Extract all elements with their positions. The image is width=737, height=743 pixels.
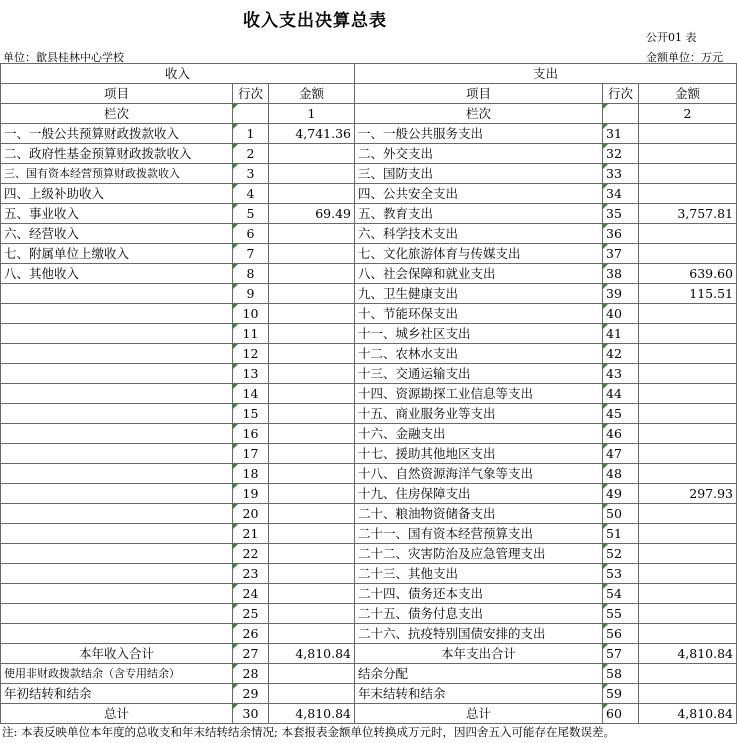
income-amount-cell: [269, 324, 355, 344]
expense-amount-cell: [639, 424, 737, 444]
table-row: [1, 584, 737, 604]
expense-amount-cell: [639, 344, 737, 364]
income-grand-total-label: 总计: [1, 704, 233, 724]
expense-item-cell: 二十三、其他支出: [355, 564, 603, 584]
expense-amount-cell: 297.93: [639, 484, 737, 504]
expense-line-cell: 31: [603, 124, 639, 144]
expense-line-cell: 44: [603, 384, 639, 404]
expense-amount-cell: [639, 524, 737, 544]
table-row: [1, 164, 737, 184]
income-amount-cell: [269, 144, 355, 164]
income-item-cell: [1, 464, 233, 484]
income-line-cell: 25: [233, 604, 269, 624]
expense-amount-cell: 115.51: [639, 284, 737, 304]
income-line-cell: 3: [233, 164, 269, 184]
expense-amount-cell: [639, 664, 737, 684]
expense-line-cell: 40: [603, 304, 639, 324]
expense-line-cell: 53: [603, 564, 639, 584]
expense-item-cell: 二十四、债务还本支出: [355, 584, 603, 604]
income-grand-total-line: 30: [233, 704, 269, 724]
expense-amount-cell: [639, 384, 737, 404]
table-row: [1, 504, 737, 524]
expense-total-amount: 4,810.84: [639, 644, 737, 664]
expense-grand-total-amount: 4,810.84: [639, 704, 737, 724]
income-line-cell: 24: [233, 584, 269, 604]
expense-item-cell: 九、卫生健康支出: [355, 284, 603, 304]
income-line-cell: 22: [233, 544, 269, 564]
income-grand-total-amount: 4,810.84: [269, 704, 355, 724]
income-amount-cell: 69.49: [269, 204, 355, 224]
income-item-cell: 年初结转和结余: [1, 684, 233, 704]
income-amount-cell: [269, 664, 355, 684]
table-row: [1, 204, 737, 224]
income-item-cell: [1, 344, 233, 364]
expense-line-cell: 38: [603, 264, 639, 284]
income-item-cell: 二、政府性基金预算财政拨款收入: [1, 144, 233, 164]
table-row: [1, 604, 737, 624]
income-amount-cell: [269, 304, 355, 324]
income-amount-cell: [269, 564, 355, 584]
income-line-cell: 16: [233, 424, 269, 444]
income-line-cell: 5: [233, 204, 269, 224]
income-item-header: 项目: [1, 84, 233, 104]
income-item-cell: [1, 504, 233, 524]
expense-item-cell: 二十六、抗疫特别国债安排的支出: [355, 624, 603, 644]
income-amount-cell: [269, 384, 355, 404]
expense-amount-cell: [639, 604, 737, 624]
income-line-cell: 20: [233, 504, 269, 524]
income-line-cell: 14: [233, 384, 269, 404]
expense-line-cell: 46: [603, 424, 639, 444]
table-row: [1, 284, 737, 304]
expense-amount-cell: [639, 464, 737, 484]
income-amount-cell: [269, 404, 355, 424]
income-amount-cell: [269, 424, 355, 444]
income-amount-cell: [269, 484, 355, 504]
expense-item-cell: 十、节能环保支出: [355, 304, 603, 324]
income-amount-cell: [269, 604, 355, 624]
income-line-cell: 6: [233, 224, 269, 244]
expense-item-cell: 二十五、债务付息支出: [355, 604, 603, 624]
expense-line-cell: 50: [603, 504, 639, 524]
income-item-cell: [1, 484, 233, 504]
form-code: 公开01 表: [646, 31, 697, 44]
income-line-cell: 7: [233, 244, 269, 264]
income-item-cell: [1, 404, 233, 424]
expense-amount-cell: [639, 224, 737, 244]
table-row: [1, 484, 737, 504]
table-row: [1, 184, 737, 204]
expense-amount-cell: [639, 184, 737, 204]
expense-line-cell: 35: [603, 204, 639, 224]
income-amount-cell: [269, 284, 355, 304]
expense-amount-cell: [639, 504, 737, 524]
expense-item-cell: 十八、自然资源海洋气象等支出: [355, 464, 603, 484]
expense-item-cell: 五、教育支出: [355, 204, 603, 224]
income-expense-table: [0, 63, 737, 724]
income-column-line-blank: [233, 104, 269, 124]
expense-item-cell: 二、外交支出: [355, 144, 603, 164]
expense-item-cell: 二十二、灾害防治及应急管理支出: [355, 544, 603, 564]
expense-item-cell: 四、公共安全支出: [355, 184, 603, 204]
expense-line-cell: 47: [603, 444, 639, 464]
column-number-row: [1, 104, 737, 124]
expense-total-label: 本年支出合计: [355, 644, 603, 664]
table-row: [1, 304, 737, 324]
income-item-cell: 七、附属单位上缴收入: [1, 244, 233, 264]
expense-line-cell: 39: [603, 284, 639, 304]
annual-total-row: [1, 644, 737, 664]
income-line-cell: 12: [233, 344, 269, 364]
income-amount-cell: [269, 164, 355, 184]
income-line-cell: 1: [233, 124, 269, 144]
table-row: [1, 544, 737, 564]
income-item-cell: [1, 284, 233, 304]
grand-total-row: [1, 704, 737, 724]
income-item-cell: 六、经营收入: [1, 224, 233, 244]
expense-line-cell: 49: [603, 484, 639, 504]
expense-amount-cell: [639, 444, 737, 464]
income-item-cell: 五、事业收入: [1, 204, 233, 224]
expense-amount-cell: [639, 624, 737, 644]
income-line-header: 行次: [233, 84, 269, 104]
expense-amount-cell: [639, 144, 737, 164]
income-item-cell: [1, 624, 233, 644]
expense-line-cell: 52: [603, 544, 639, 564]
income-item-cell: [1, 444, 233, 464]
table-row: [1, 564, 737, 584]
income-amount-cell: 4,741.36: [269, 124, 355, 144]
expense-total-line: 57: [603, 644, 639, 664]
expense-line-cell: 33: [603, 164, 639, 184]
income-column-label: 栏次: [1, 104, 233, 124]
expense-item-cell: 一、一般公共服务支出: [355, 124, 603, 144]
expense-column-line-blank: [603, 104, 639, 124]
income-amount-cell: [269, 584, 355, 604]
expense-line-cell: 55: [603, 604, 639, 624]
income-line-cell: 8: [233, 264, 269, 284]
expense-amount-cell: [639, 684, 737, 704]
table-row: [1, 124, 737, 144]
expense-grand-total-line: 60: [603, 704, 639, 724]
column-header-row: [1, 84, 737, 104]
table-row: [1, 264, 737, 284]
income-item-cell: 三、国有资本经营预算财政拨款收入: [1, 164, 233, 184]
income-line-cell: 17: [233, 444, 269, 464]
expense-item-cell: 年末结转和结余: [355, 684, 603, 704]
expense-line-cell: 41: [603, 324, 639, 344]
income-line-cell: 18: [233, 464, 269, 484]
expense-amount-cell: [639, 244, 737, 264]
expense-item-cell: 十六、金融支出: [355, 424, 603, 444]
expense-amount-header: 金额: [639, 84, 737, 104]
income-amount-cell: [269, 184, 355, 204]
expense-amount-cell: [639, 564, 737, 584]
income-amount-cell: [269, 364, 355, 384]
table-row: [1, 144, 737, 164]
expense-amount-cell: [639, 364, 737, 384]
income-item-cell: [1, 384, 233, 404]
expense-item-cell: 二十、粮油物资储备支出: [355, 504, 603, 524]
expense-amount-cell: [639, 404, 737, 424]
income-line-cell: 26: [233, 624, 269, 644]
income-item-cell: [1, 364, 233, 384]
income-column-number: 1: [269, 104, 355, 124]
footnote: 注: 本表反映单位本年度的总收支和年末结转结余情况; 本套报表金额单位转换成万元时，因四舍五入可能存在尾数误差。: [2, 725, 616, 739]
income-line-cell: 28: [233, 664, 269, 684]
table-row: [1, 424, 737, 444]
income-item-cell: 八、其他收入: [1, 264, 233, 284]
expense-amount-cell: [639, 544, 737, 564]
expense-item-cell: 七、文化旅游体育与传媒支出: [355, 244, 603, 264]
expense-item-cell: 三、国防支出: [355, 164, 603, 184]
income-item-cell: 四、上级补助收入: [1, 184, 233, 204]
income-total-amount: 4,810.84: [269, 644, 355, 664]
income-amount-cell: [269, 264, 355, 284]
expense-grand-total-label: 总计: [355, 704, 603, 724]
expense-line-cell: 43: [603, 364, 639, 384]
expense-line-cell: 59: [603, 684, 639, 704]
expense-line-cell: 58: [603, 664, 639, 684]
carryover-row: [1, 684, 737, 704]
expense-item-cell: 十二、农林水支出: [355, 344, 603, 364]
table-row: [1, 384, 737, 404]
income-total-label: 本年收入合计: [1, 644, 233, 664]
income-line-cell: 29: [233, 684, 269, 704]
income-line-cell: 15: [233, 404, 269, 424]
expense-item-cell: 十三、交通运输支出: [355, 364, 603, 384]
expense-line-cell: 42: [603, 344, 639, 364]
expense-line-cell: 45: [603, 404, 639, 424]
income-item-cell: [1, 604, 233, 624]
income-amount-cell: [269, 544, 355, 564]
income-line-cell: 11: [233, 324, 269, 344]
income-line-cell: 2: [233, 144, 269, 164]
expense-amount-cell: [639, 164, 737, 184]
income-amount-cell: [269, 464, 355, 484]
expense-column-label: 栏次: [355, 104, 603, 124]
expense-line-cell: 37: [603, 244, 639, 264]
currency-unit: 金额单位：万元: [646, 51, 723, 64]
income-line-cell: 10: [233, 304, 269, 324]
income-amount-cell: [269, 624, 355, 644]
expense-amount-cell: [639, 584, 737, 604]
report-title: 收入支出决算总表: [243, 11, 387, 31]
expense-line-cell: 36: [603, 224, 639, 244]
expense-item-cell: 十五、商业服务业等支出: [355, 404, 603, 424]
expense-group-header: 支出: [355, 64, 737, 84]
table-row: [1, 364, 737, 384]
expense-item-cell: 十四、资源勘探工业信息等支出: [355, 384, 603, 404]
expense-line-cell: 51: [603, 524, 639, 544]
income-item-cell: 一、一般公共预算财政拨款收入: [1, 124, 233, 144]
income-item-cell: 使用非财政拨款结余（含专用结余）: [1, 664, 233, 684]
expense-line-cell: 32: [603, 144, 639, 164]
expense-item-cell: 十一、城乡社区支出: [355, 324, 603, 344]
income-amount-header: 金额: [269, 84, 355, 104]
income-amount-cell: [269, 444, 355, 464]
income-item-cell: [1, 584, 233, 604]
income-item-cell: [1, 324, 233, 344]
carryover-row: [1, 664, 737, 684]
expense-item-cell: 十七、援助其他地区支出: [355, 444, 603, 464]
expense-item-cell: 十九、住房保障支出: [355, 484, 603, 504]
expense-line-cell: 54: [603, 584, 639, 604]
expense-column-number: 2: [639, 104, 737, 124]
income-item-cell: [1, 424, 233, 444]
table-row: [1, 244, 737, 264]
income-amount-cell: [269, 224, 355, 244]
income-line-cell: 4: [233, 184, 269, 204]
income-line-cell: 13: [233, 364, 269, 384]
expense-amount-cell: [639, 304, 737, 324]
income-amount-cell: [269, 684, 355, 704]
expense-amount-cell: 3,757.81: [639, 204, 737, 224]
income-item-cell: [1, 304, 233, 324]
table-row: [1, 444, 737, 464]
table-row: [1, 624, 737, 644]
expense-amount-cell: 639.60: [639, 264, 737, 284]
group-header-row: [1, 64, 737, 84]
income-amount-cell: [269, 344, 355, 364]
table-row: [1, 524, 737, 544]
income-item-cell: [1, 524, 233, 544]
income-line-cell: 9: [233, 284, 269, 304]
income-total-line: 27: [233, 644, 269, 664]
income-line-cell: 23: [233, 564, 269, 584]
expense-item-cell: 二十一、国有资本经营预算支出: [355, 524, 603, 544]
income-item-cell: [1, 564, 233, 584]
table-row: [1, 404, 737, 424]
income-group-header: 收入: [1, 64, 355, 84]
expense-line-cell: 56: [603, 624, 639, 644]
reporting-unit: 单位：歙县桂林中心学校: [3, 51, 124, 64]
table-row: [1, 344, 737, 364]
table-row: [1, 464, 737, 484]
income-amount-cell: [269, 524, 355, 544]
income-item-cell: [1, 544, 233, 564]
expense-item-cell: 六、科学技术支出: [355, 224, 603, 244]
income-line-cell: 19: [233, 484, 269, 504]
expense-amount-cell: [639, 124, 737, 144]
expense-line-header: 行次: [603, 84, 639, 104]
table-row: [1, 324, 737, 344]
expense-item-cell: 八、社会保障和就业支出: [355, 264, 603, 284]
expense-item-cell: 结余分配: [355, 664, 603, 684]
expense-line-cell: 34: [603, 184, 639, 204]
expense-amount-cell: [639, 324, 737, 344]
income-amount-cell: [269, 244, 355, 264]
income-line-cell: 21: [233, 524, 269, 544]
income-amount-cell: [269, 504, 355, 524]
table-row: [1, 224, 737, 244]
expense-item-header: 项目: [355, 84, 603, 104]
expense-line-cell: 48: [603, 464, 639, 484]
